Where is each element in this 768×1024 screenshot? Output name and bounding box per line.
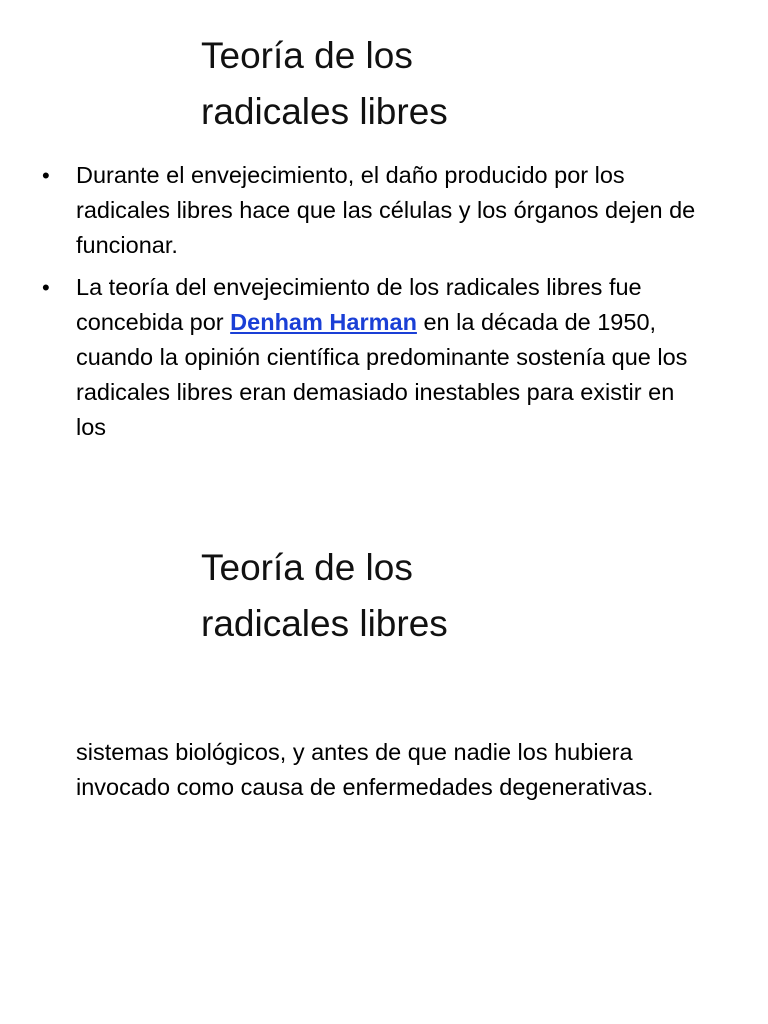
bullet-text-after-link: en la década de 1950, cuando la opinión científica predominante sostenía que los radicales libres eran demasiado inestables para existir en los	[76, 308, 688, 441]
title-line-1: Teoría de los	[201, 35, 413, 76]
slide-title	[201, 28, 681, 140]
slide-2	[0, 512, 768, 1024]
bullet-item-2	[0, 270, 706, 446]
bullet-text-before-link: La teoría del envejecimiento de los radicales libres fue concebida por	[76, 273, 642, 335]
bullet-text: Durante el envejecimiento, el daño producido por los radicales libres hace que las células y los órganos dejen de funcionar.	[76, 162, 696, 259]
denham-harman-link[interactable]: Denham Harman	[230, 308, 417, 335]
bullet-list	[0, 158, 740, 452]
slide-title	[201, 540, 681, 652]
continuation-text: sistemas biológicos, y antes de que nadie los hubiera invocado como causa de enfermedades degenerativas.	[76, 739, 654, 801]
bullet-icon: •	[42, 274, 50, 300]
title-line-2: radicales libres	[201, 91, 448, 132]
bullet-item-1	[0, 158, 706, 264]
title-line-2: radicales libres	[201, 603, 448, 644]
title-line-1: Teoría de los	[201, 547, 413, 588]
bullet-icon: •	[42, 163, 50, 188]
